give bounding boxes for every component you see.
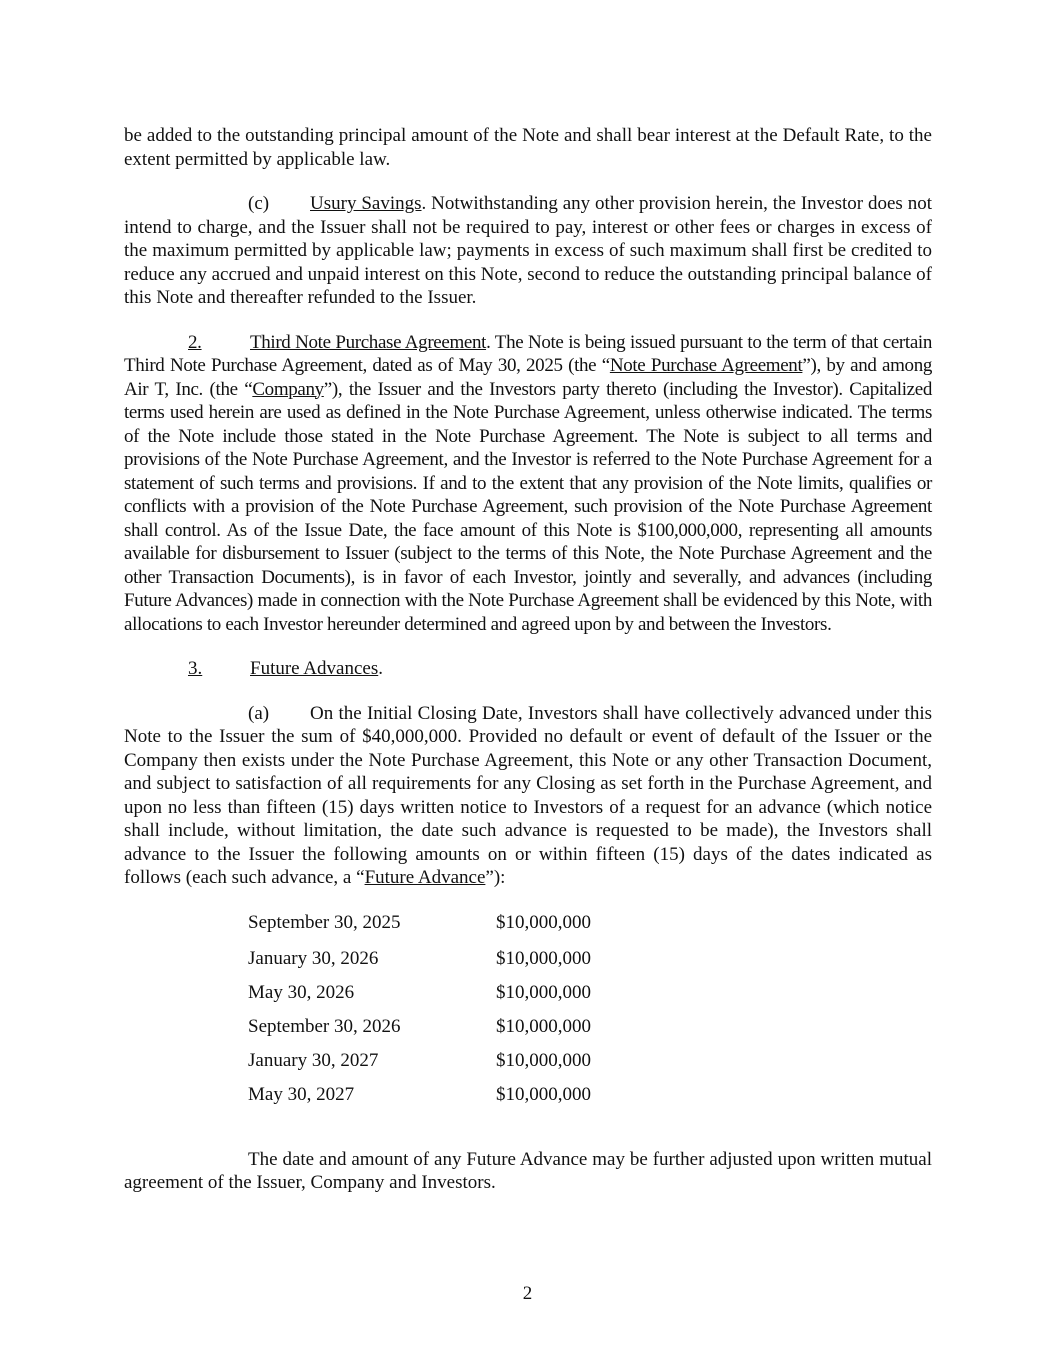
section-future-advances-heading — [124, 657, 932, 681]
document-page — [124, 124, 932, 1195]
section-heading: Third Note Purchase Agreement — [250, 331, 487, 353]
schedule-row — [248, 976, 932, 1010]
schedule-date: January 30, 2026 — [248, 947, 379, 969]
schedule-row — [248, 1078, 932, 1112]
section-number: 3. — [188, 658, 203, 679]
paragraph-adjustment: The date and amount of any Future Advance may be further adjusted upon written mutual agreement of the Issuer, Company and Investors. — [124, 1148, 932, 1193]
subsection-label: (a) — [248, 702, 270, 724]
section-text: ”), the Issuer and the Investors party thereto (including the Investor). Capitalized terms used herein are used as defined in the Note Purchase Agreement, unless otherwise indicated. The terms of the Note include those stated in the Note Purchase Agreement. The Note is subject to all terms and provisions of the Note Purchase Agreement, and the Investor is referred to the Note Purchase Agreement for a statement of such terms and provisions. If and to the extent that any provision of the Note limits, qualifies or conflicts with a provision of the Note Purchase Agreement, such provision of the Note Purchase Agreement shall control. As of the Issue Date, the face amount of this Note is $100,000,000, representing all amounts available for disbursement to Issuer (subject to the terms of this Note, the Note Purchase Agreement and the other Transaction Documents), is in favor of each Investor, jointly and severally, and advances (including Future Advances) made in connection with the Note Purchase Agreement shall be evidenced by this Note, with allocations to each Investor hereunder determined and agreed upon by and between the Investors. — [124, 378, 932, 635]
paragraph-continuation: be added to the outstanding principal amount of the Note and shall bear interest at the Default Rate, to the extent permitted by applicable law. — [124, 125, 932, 170]
section-text: On the Initial Closing Date, Investors shall have collectively advanced under this Note to the Issuer the sum of $40,000,000. Provided no default or event of default of the Issuer or the Company then exists under the Note Purchase Agreement, this Note or any other Transaction Document, and subject to satisfaction of all requirements for any Closing as set forth in the Purchase Agreement, and upon no less than fifteen (15) days written notice to Investors of a request for an advance (which notice shall include, without limitation, the date such advance is requested to be made), the Investors shall advance to the Issuer the following amounts on or within fifteen (15) days of the dates indicated as follows (each such advance, a “ — [124, 702, 932, 888]
schedule-date: September 30, 2026 — [248, 1015, 401, 1037]
schedule-amount: $10,000,000 — [496, 1083, 591, 1105]
schedule-date: September 30, 2025 — [248, 911, 401, 933]
defined-term: Company — [252, 378, 324, 400]
schedule-date: January 30, 2027 — [248, 1049, 379, 1071]
section-heading-period: . — [378, 658, 383, 679]
schedule-amount: $10,000,000 — [496, 981, 591, 1003]
schedule-row — [248, 904, 932, 942]
schedule-row — [248, 1010, 932, 1044]
advance-schedule — [248, 904, 932, 1112]
schedule-date: May 30, 2027 — [248, 1083, 355, 1105]
subsection-label: (c) — [248, 193, 270, 214]
defined-term: Note Purchase Agreement — [609, 355, 803, 376]
section-heading: Future Advances — [250, 658, 379, 679]
schedule-amount: $10,000,000 — [496, 947, 591, 969]
schedule-row — [248, 1044, 932, 1078]
defined-term: Future Advance — [364, 867, 486, 888]
section-text: ”), by and among Air T, Inc. (the “ — [124, 355, 932, 400]
page-number: 2 — [522, 1283, 533, 1304]
section-text: . The Note is being issued pursuant to the term of that certain Third Note Purchase Agreement, dated as of May 30, 2025 (the “ — [124, 331, 932, 376]
section-heading: Usury Savings — [310, 193, 422, 214]
section-note-purchase-agreement — [124, 331, 932, 637]
section-usury-savings — [124, 192, 932, 310]
schedule-amount: $10,000,000 — [496, 1015, 591, 1037]
schedule-amount: $10,000,000 — [496, 911, 591, 933]
schedule-date: May 30, 2026 — [248, 981, 355, 1003]
section-text: . Notwithstanding any other provision herein, the Investor does not intend to charge, and the Issuer shall not be required to pay, interest or other fees or charges in excess of the maximum permitted by applicable law; payments in excess of such maximum shall first be credited to reduce any accrued and unpaid interest on this Note, second to reduce the outstanding principal balance of this Note and thereafter refunded to the Issuer. — [124, 193, 932, 308]
section-text: ”): — [485, 867, 506, 888]
schedule-row — [248, 942, 932, 976]
schedule-amount: $10,000,000 — [496, 1049, 591, 1071]
subsection-initial-closing — [124, 702, 932, 890]
section-number: 2. — [188, 331, 202, 353]
